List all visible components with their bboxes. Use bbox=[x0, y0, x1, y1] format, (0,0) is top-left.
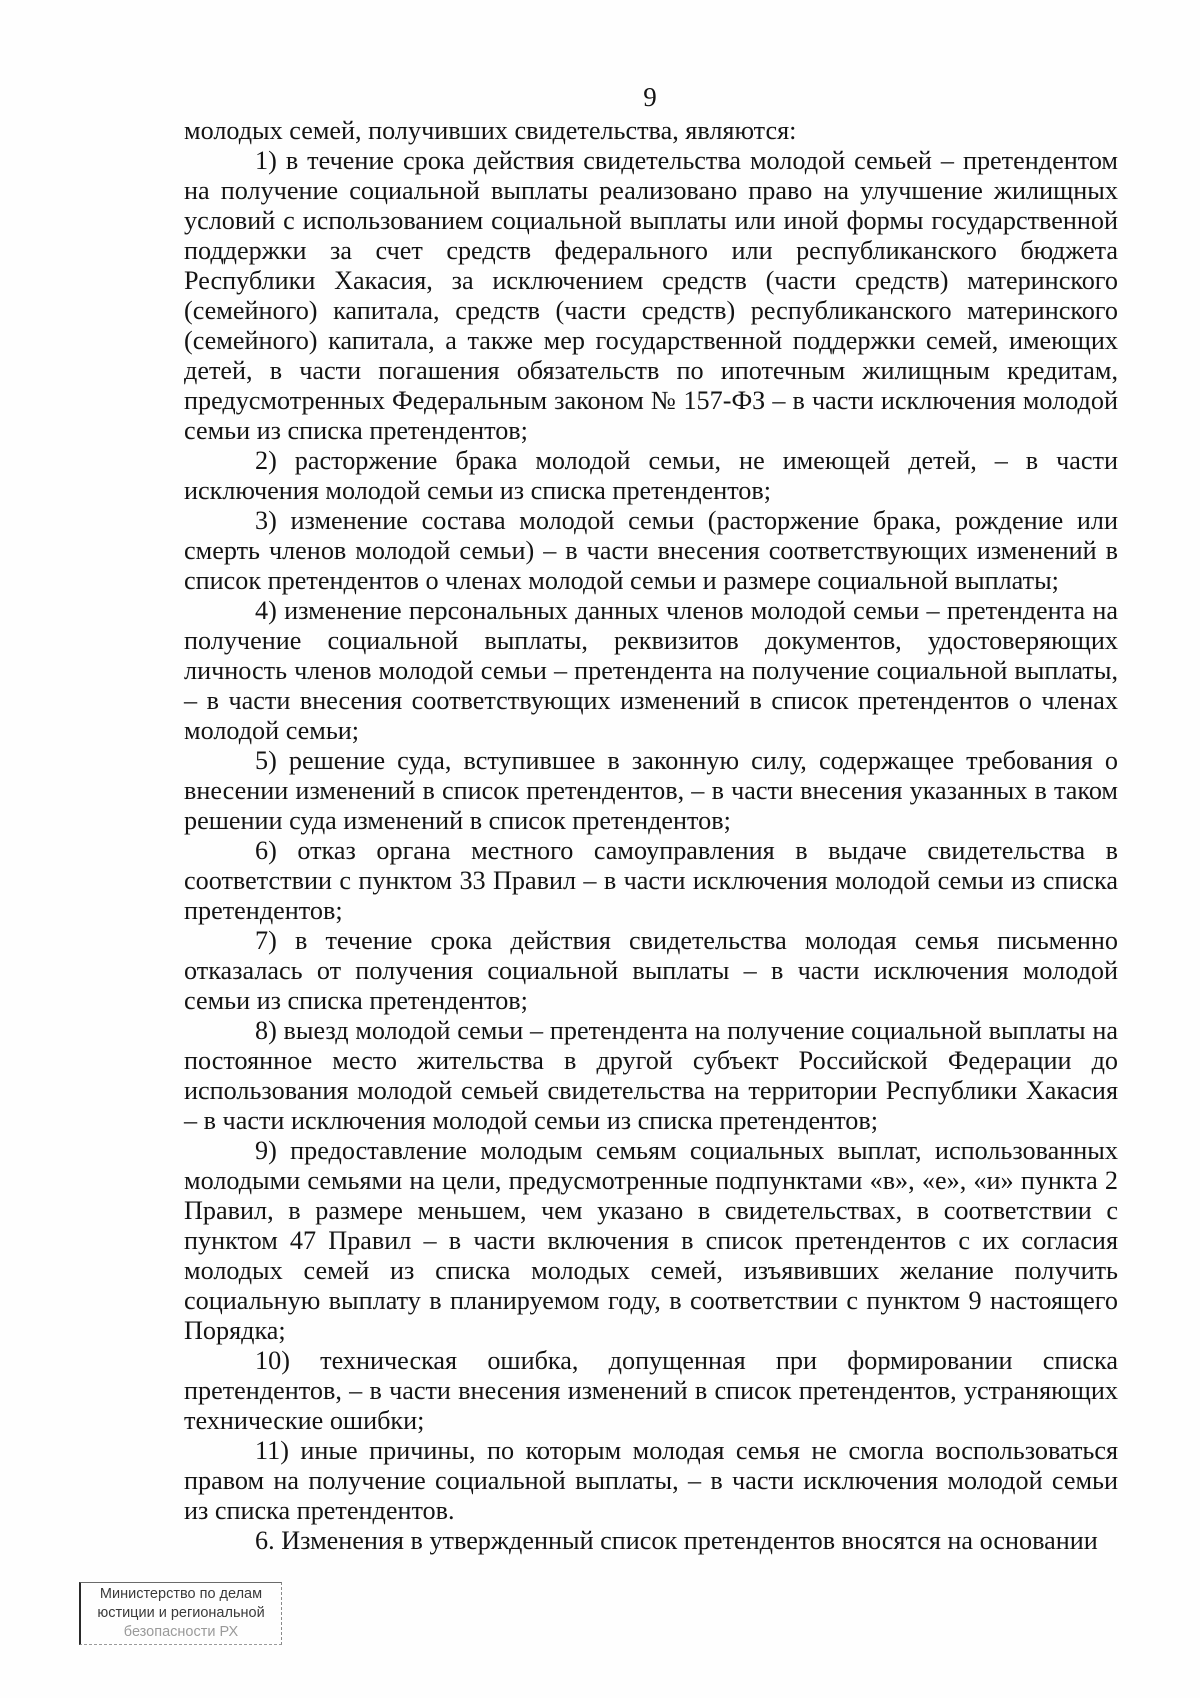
paragraph-item-8: 8) выезд молодой семьи – претендента на получение социальной выплаты на постоянное место жительства в другой субъект Российской Федерации до использования молодой семьей свидетельства на территории Республики Хакасия – в части исключения молодой семьи из списка претендентов; bbox=[184, 1016, 1118, 1135]
paragraph-item-2: 2) расторжение брака молодой семьи, не имеющей детей, – в части исключения молодой семьи из списка претендентов; bbox=[184, 446, 1118, 505]
paragraph-item-10: 10) техническая ошибка, допущенная при формировании списка претендентов, – в части внесения изменений в список претендентов, устраняющих технические ошибки; bbox=[184, 1346, 1118, 1435]
stamp-line-2: юстиции и региональной bbox=[97, 1605, 265, 1621]
page-number: 9 bbox=[643, 82, 657, 112]
paragraph-item-4: 4) изменение персональных данных членов молодой семьи – претендента на получение социальной выплаты, реквизитов документов, удостоверяющих личность членов молодой семьи – претендента на получение социальной выплаты, – в части внесения соответствующих изменений в список претендентов о членах молодой семьи; bbox=[184, 596, 1118, 745]
ministry-stamp bbox=[79, 1582, 282, 1645]
stamp-line-3: безопасности РХ bbox=[123, 1624, 239, 1640]
paragraph-item-3: 3) изменение состава молодой семьи (расторжение брака, рождение или смерть членов молодой семьи) – в части внесения соответствующих изменений в список претендентов о членах молодой семьи и размере социальной выплаты; bbox=[184, 506, 1118, 595]
paragraph-item-9: 9) предоставление молодым семьям социальных выплат, использованных молодыми семьями на цели, предусмотренные подпунктами «в», «е», «и» пункта 2 Правил, в размере меньшем, чем указано в свидетельствах, в соответствии с пунктом 47 Правил – в части включения в список претендентов с их согласия молодых семей из списка молодых семей, изъявивших желание получить социальную выплату в планируемом году, в соответствии с пунктом 9 настоящего Порядка; bbox=[184, 1136, 1118, 1345]
paragraph-intro: молодых семей, получивших свидетельства, являются: bbox=[184, 116, 797, 145]
document-body bbox=[184, 116, 1118, 1556]
paragraph-item-11: 11) иные причины, по которым молодая семья не смогла воспользоваться правом на получение социальной выплаты, – в части исключения молодой семьи из списка претендентов. bbox=[184, 1436, 1118, 1525]
paragraph-item-5: 5) решение суда, вступившее в законную силу, содержащее требования о внесении изменений в список претендентов, – в части внесения указанных в таком решении суда изменений в список претендентов; bbox=[184, 746, 1118, 835]
paragraph-item-6: 6) отказ органа местного самоуправления в выдаче свидетельства в соответствии с пунктом 33 Правил – в части исключения молодой семьи из списка претендентов; bbox=[184, 836, 1118, 925]
stamp-line-1: Министерство по делам bbox=[99, 1586, 263, 1602]
paragraph-item-1: 1) в течение срока действия свидетельства молодой семьей – претендентом на получение социальной выплаты реализовано право на улучшение жилищных условий с использованием социальной выплаты или иной формы государственной поддержки за счет средств федерального или республиканского бюджета Республики Хакасия, за исключением средств (части средств) материнского (семейного) капитала, средств (части средств) республиканского материнского (семейного) капитала, а также мер государственной поддержки семей, имеющих детей, в части погашения обязательств по ипотечным жилищным кредитам, предусмотренных Федеральным законом № 157-ФЗ – в части исключения молодой семьи из списка претендентов; bbox=[184, 146, 1118, 445]
paragraph-item-7: 7) в течение срока действия свидетельства молодая семья письменно отказалась от получения социальной выплаты – в части исключения молодой семьи из списка претендентов; bbox=[184, 926, 1118, 1015]
paragraph-section-6: 6. Изменения в утвержденный список претендентов вносятся на основании bbox=[255, 1526, 1098, 1555]
